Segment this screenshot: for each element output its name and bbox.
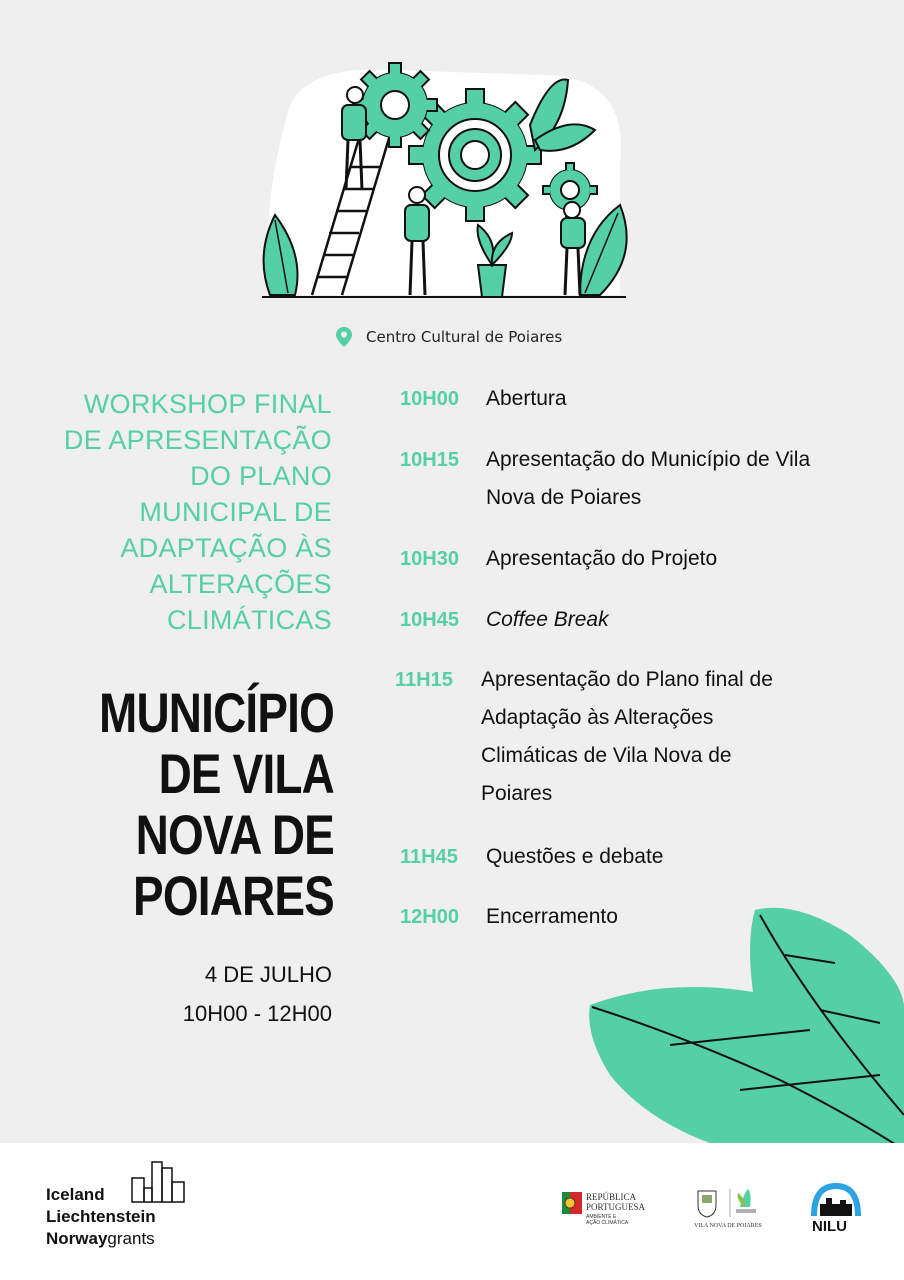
program-time: 10H45 <box>400 609 459 631</box>
rp-line: REPÚBLICA <box>586 1192 637 1202</box>
program-label <box>486 380 856 418</box>
vila-nova-de-poiares-text: VILA NOVA DE POIARES <box>694 1223 762 1229</box>
eea-line-norway: Norway <box>46 1229 108 1248</box>
program-label-line: Apresentação do Projeto <box>486 547 718 570</box>
decorative-leaf <box>580 905 904 1150</box>
program-label-line: Poiares <box>481 782 553 805</box>
rp-sub-line: AÇÃO CLIMÁTICA <box>586 1220 629 1226</box>
program-item <box>395 661 851 813</box>
event-location <box>336 326 562 348</box>
program-label-line: Apresentação do Município de Vila <box>486 448 811 471</box>
event-date: 4 DE JULHO <box>204 962 332 987</box>
workshop-title-line: CLIMÁTICAS <box>166 605 332 635</box>
program-time: 10H00 <box>400 388 459 410</box>
republica-portuguesa-logo <box>562 1190 662 1236</box>
eea-line: Liechtenstein <box>46 1207 156 1226</box>
nilu-arch-icon <box>810 1180 862 1218</box>
municipio-title-line: MUNICÍPIO <box>99 681 335 744</box>
program-label <box>481 661 851 813</box>
program-label-line: Encerramento <box>486 905 618 928</box>
eea-suffix: grants <box>107 1229 155 1248</box>
program-item <box>400 601 856 639</box>
program-label-line: Climáticas de Vila Nova de <box>481 744 732 767</box>
program-time: 10H30 <box>400 548 459 570</box>
eea-grants-logo <box>46 1160 226 1260</box>
location-text: Centro Cultural de Poiares <box>366 328 563 346</box>
eea-line <box>46 1228 156 1250</box>
municipio-title <box>93 682 334 926</box>
workshop-title-line: ADAPTAÇÃO ÀS <box>120 533 332 563</box>
program-label <box>486 441 856 517</box>
program-item <box>400 838 856 876</box>
workshop-title-line: WORKSHOP FINAL <box>83 389 332 419</box>
program-time: 12H00 <box>400 906 459 928</box>
program-label <box>486 540 856 578</box>
rp-line: PORTUGUESA <box>586 1202 645 1212</box>
workshop-title-line: DO PLANO <box>190 461 332 491</box>
workshop-title-line: MUNICIPAL DE <box>139 497 332 527</box>
program-label-line: Adaptação às Alterações <box>481 706 714 729</box>
municipio-title-line: POIARES <box>133 864 334 927</box>
vila-nova-de-poiares-logo <box>692 1185 776 1235</box>
program-label-line: Coffee Break <box>486 608 609 631</box>
republica-portuguesa-text <box>586 1192 645 1212</box>
program-label <box>486 601 856 639</box>
municipio-title-line: DE VILA <box>158 742 334 805</box>
nilu-text: NILU <box>812 1218 847 1235</box>
program-label <box>486 838 856 876</box>
nilu-logo <box>810 1180 862 1238</box>
program-item <box>400 540 856 578</box>
workshop-title-line: ALTERAÇÕES <box>149 569 332 599</box>
gears-teamwork-illustration <box>250 55 650 305</box>
municipal-crest-icon <box>692 1185 776 1221</box>
program-label-line: Questões e debate <box>486 845 664 868</box>
eea-line: Iceland <box>46 1185 105 1204</box>
rp-sub-line: AMBIENTE E <box>586 1214 617 1220</box>
map-pin-icon <box>336 327 352 347</box>
program-label-line: Nova de Poiares <box>486 486 642 509</box>
event-time: 10H00 - 12H00 <box>182 1001 332 1026</box>
municipio-title-line: NOVA DE <box>135 803 334 866</box>
program-time: 11H45 <box>400 846 458 868</box>
program-label-line: Abertura <box>486 387 567 410</box>
program-time: 10H15 <box>400 449 459 471</box>
workshop-title <box>40 386 332 638</box>
workshop-title-line: DE APRESENTAÇÃO <box>63 425 332 455</box>
program-item <box>400 441 856 517</box>
eea-grants-text <box>46 1184 156 1250</box>
program-label-line: Apresentação do Plano final de <box>481 668 773 691</box>
ambiente-acao-climatica-text <box>586 1214 628 1226</box>
portugal-emblem-icon <box>562 1192 582 1214</box>
program-item <box>400 380 856 418</box>
program-time: 11H15 <box>395 669 453 691</box>
